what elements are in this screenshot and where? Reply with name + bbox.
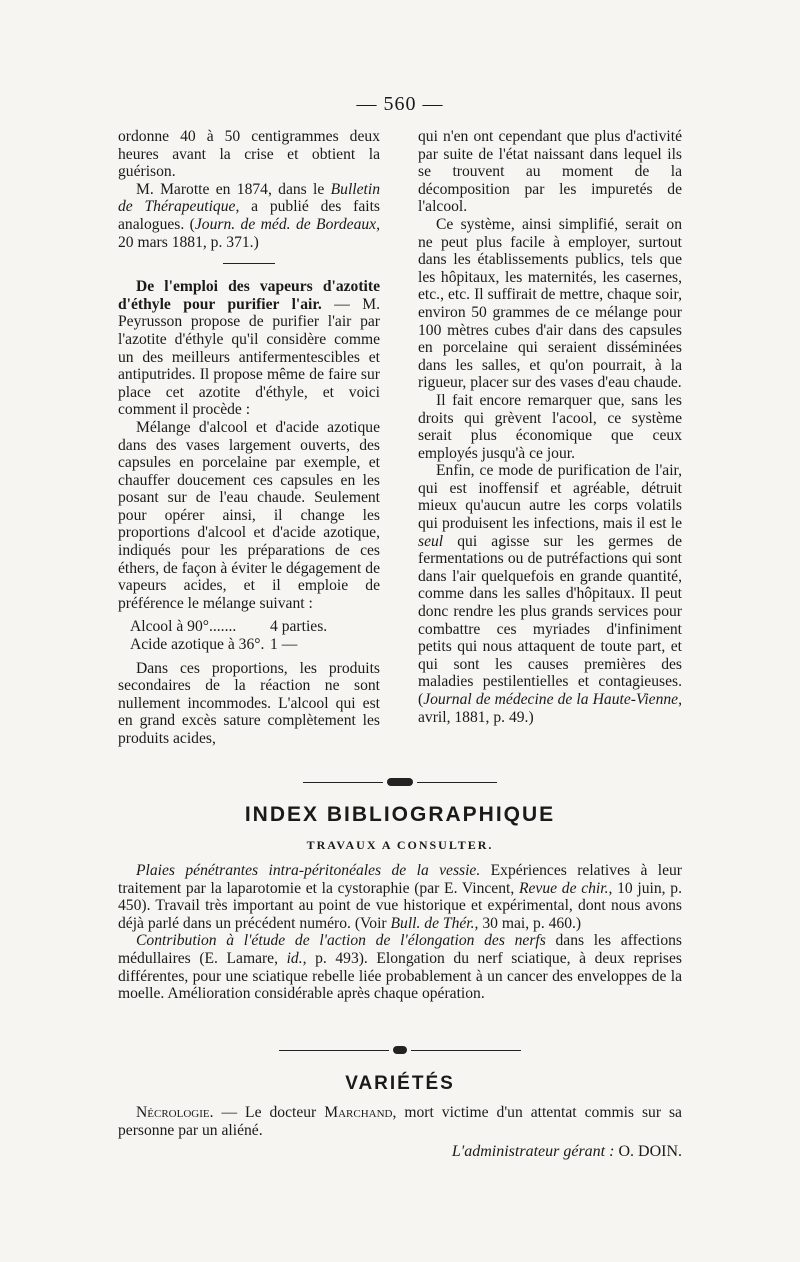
paragraph: Ce système, ainsi simplifié, serait on ne peut plus facile à employer, surtout dans les établissements publics, tels que les hôpitaux, les maternités, les casernes, etc., etc. Il suffirait de mettre, chaque soir, environ 50 grammes de ce mélange pour 100 mètres cubes d'air dans des capsules en porcelaine qui seraient disséminées dans les salles, et qu'on pourrait, à la rigueur, placer sur des vases d'eau chaude. xyxy=(418,215,682,392)
paragraph: Mélange d'alcool et d'acide azotique dans des vases largement ouverts, des capsules en porcelaine par exemple, et chauffer doucement ces capsules en les posant sur de l'eau chaude. Seulement pour opérer ainsi, il change les proportions d'alcool et d'acide azotique, indiqués pour les préparations de ces éthers, de façon à éviter le dégagement de vapeurs acides, et il emploie de préférence le mélange suivant : xyxy=(118,418,380,612)
paragraph: ordonne 40 à 50 centigrammes deux heures avant la crise et obtient la guérison. xyxy=(118,128,380,181)
left-column xyxy=(118,128,380,748)
article-title: De l'emploi des vapeurs d'azotite d'éthyle pour purifier l'air. xyxy=(118,278,380,313)
page-number: — 560 — xyxy=(356,93,444,115)
paragraph: Enfin, ce mode de purification de l'air, qui est inoffensif et agréable, détruit mieux qu'aucun autre les corps volatils qui produisent les infections, mais il est le seul qui agisse sur les germes de fermentations ou de putréfactions qui sont dans l'air quelquefois en grande quantité, comme dans les salles d'hôpitaux. Il peut donc rendre les plus grands services pour combattre ces myriades d'infiniment petits qui nous attaquent de toute part, et qui sont les causes premières des maladies pestilentielles et contagieuses. (Journal de médecine de la Haute-Vienne, avril, 1881, p. 49.) xyxy=(418,462,682,726)
section-title: INDEX BIBLIOGRAPHIQUE xyxy=(244,803,556,826)
paragraph: M. Marotte en 1874, dans le Bulletin de Thérapeutique, a publié des faits analogues. (Journ. de méd. de Bordeaux, 20 mars 1881, p. 371.) xyxy=(118,180,381,251)
right-column xyxy=(418,128,682,726)
ornament-divider xyxy=(0,1046,800,1054)
section-subtitle: TRAVAUX A CONSULTER. xyxy=(306,838,494,852)
article: De l'emploi des vapeurs d'azotite d'éthyle pour purifier l'air. — M. Peyrusson propose de purifier l'air par l'azotite d'éthyle qu'il considère comme un des meilleurs antifermentescibles et antiputrides. Il propose même de faire sur place cet azotite d'éthyle, et voici comment il procède : xyxy=(118,278,380,419)
section-divider xyxy=(223,263,275,264)
paragraph: qui n'en ont cependant que plus d'activité par suite de l'état naissant dans lequel ils se trouvent au moment de la décomposition par les impuretés de l'alcool. xyxy=(418,128,682,216)
recipe-table: Alcool à 90°....... 4 parties. Acide azotique à 36°. 1 — xyxy=(130,618,328,654)
paragraph: Dans ces proportions, les produits secondaires de la réaction ne sont nullement incommodes. L'alcool qui est en grand excès sature complètement les produits acides, xyxy=(118,659,380,747)
section-title: VARIÉTÉS xyxy=(345,1073,455,1094)
bibliography-entry: Plaies pénétrantes intra-péritonéales de la vessie. Expériences relatives à leur traitement par la laparotomie et la cystoraphie (par E. Vincent, Revue de chir., 10 juin, p. 450). Travail très important au point de vue historique et expérimental, dont nous avons déjà parlé dans un précédent numéro. (Voir Bull. de Thér., 30 mai, p. 460.) Contribution à l'étude de l'action de l'élongation des nerfs dans les affections médullaires (E. Lamare, id., p. 493). Elongation du nerf sciatique, à deux reprises différentes, pour une sciatique rebelle liée probablement à un cancer des enveloppes de la moelle. Amélioration considérable après chaque opération. xyxy=(118,862,682,1003)
obituary-notice: Nécrologie. — Le docteur Marchand, mort victime d'un attentat commis sur sa personne par un aliéné. xyxy=(118,1104,682,1139)
ornament-divider xyxy=(0,778,800,786)
paragraph: Il fait encore remarquer que, sans les droits qui grèvent l'acool, ce système serait plus économique que ceux employés jusqu'à ce jour. xyxy=(418,391,682,462)
signature: L'administrateur gérant : O. DOIN. xyxy=(451,1143,682,1160)
